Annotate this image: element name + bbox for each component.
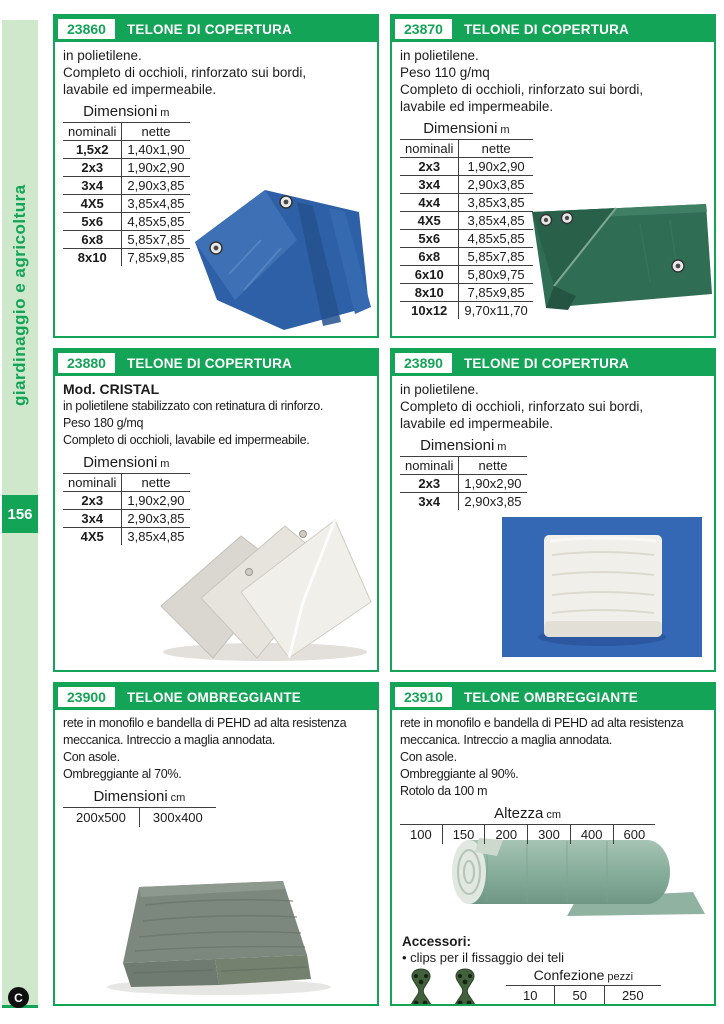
- table-row: 200x500 300x400: [63, 808, 216, 828]
- clip-icon: [450, 967, 480, 1006]
- accessories-title: Accessori:: [402, 934, 472, 949]
- package-caption: Confezione pezzi: [533, 967, 634, 983]
- table-row: 4x4 3,85x3,85: [400, 194, 533, 212]
- desc-line: in polietilene.: [400, 48, 479, 63]
- desc-line: Ombreggiante al 90%.: [400, 767, 519, 781]
- product-description: [392, 42, 714, 115]
- dimensions-block: [400, 120, 533, 319]
- product-panel-23890: [390, 348, 716, 672]
- accessories-item: • clips per il fissaggio dei teli: [402, 950, 565, 965]
- panel-header: [55, 350, 377, 376]
- desc-line: lavabile ed impermeabile.: [400, 416, 554, 431]
- size-options-table: [63, 807, 216, 827]
- product-code: 23860: [58, 19, 115, 39]
- table-row: 2x3 1,90x2,90: [63, 159, 190, 177]
- panel-header: [392, 16, 714, 42]
- panel-header: [55, 16, 377, 42]
- desc-line: rete in monofilo e bandella di PEHD ad alta resistenza: [63, 716, 347, 730]
- dimensions-caption: Dimensioni m: [423, 120, 510, 137]
- product-panel-23860: [53, 14, 379, 338]
- height-options-table: [400, 824, 655, 844]
- dimensions-caption: Dimensioni m: [83, 454, 170, 471]
- publisher-logo-icon: C: [8, 987, 29, 1008]
- desc-line: meccanica. Intreccio a maglia annodata.: [63, 733, 276, 747]
- desc-line: rete in monofilo e bandella di PEHD ad alta resistenza: [400, 716, 684, 730]
- category-sidebar: [2, 20, 38, 1008]
- product-title: TELONE DI COPERTURA: [126, 355, 292, 371]
- table-header-row: nominali nette: [63, 474, 190, 492]
- table-row: 1,5x2 1,40x1,90: [63, 141, 190, 159]
- product-code: 23910: [395, 687, 452, 707]
- accessories-row: [402, 967, 708, 1006]
- white-tarpaulin-photo: [502, 517, 702, 657]
- accessories-block: [402, 934, 708, 1006]
- clip-icons: [406, 967, 480, 1006]
- clip-icon: [406, 967, 436, 1006]
- panel-header: [55, 684, 377, 710]
- product-code: 23890: [395, 353, 452, 373]
- table-row: 2x3 1,90x2,90: [400, 475, 527, 493]
- panel-header: [392, 350, 714, 376]
- product-title: TELONE DI COPERTURA: [126, 21, 292, 37]
- table-header-row: nominali nette: [400, 457, 527, 475]
- package-options-block: [506, 967, 661, 1005]
- package-options-table: [506, 985, 661, 1005]
- panel-header: [392, 684, 714, 710]
- dimensions-table: [63, 122, 190, 266]
- table-row: 6x8 5,85x7,85: [400, 248, 533, 266]
- product-title: TELONE DI COPERTURA: [463, 355, 629, 371]
- desc-line: lavabile ed impermeabile.: [400, 99, 554, 114]
- desc-line: Completo di occhioli, rinforzato sui bordi,: [400, 399, 644, 414]
- product-code: 23870: [395, 19, 452, 39]
- table-row: 3x4 2,90x3,85: [400, 493, 527, 511]
- desc-line: Con asole.: [63, 750, 120, 764]
- product-description: [392, 710, 714, 800]
- product-panel-23910: [390, 682, 716, 1006]
- product-title: TELONE OMBREGGIANTE: [463, 689, 638, 705]
- dimensions-caption: Dimensioni cm: [93, 788, 186, 805]
- shade-net-photo: [87, 867, 352, 999]
- desc-line: Completo di occhioli, rinforzato sui bordi,: [63, 65, 307, 80]
- table-row: 2x3 1,90x2,90: [63, 492, 190, 510]
- dimensions-table: [400, 139, 533, 319]
- product-code: 23880: [58, 353, 115, 373]
- product-panel-23880: [53, 348, 379, 672]
- product-panel-23900: [53, 682, 379, 1006]
- product-code: 23900: [58, 687, 115, 707]
- table-row: 10 50 250: [506, 986, 661, 1006]
- table-row: 6x8 5,85x7,85: [63, 231, 190, 249]
- product-description: [392, 376, 714, 432]
- table-row: 3x4 2,90x3,85: [400, 176, 533, 194]
- table-row: 5x6 4,85x5,85: [63, 213, 190, 231]
- desc-line: Completo di occhioli, lavabile ed impermeabile.: [63, 433, 310, 447]
- product-description: [55, 710, 377, 783]
- dimensions-block: [63, 454, 190, 545]
- product-description: [55, 42, 377, 98]
- table-row: 3x4 2,90x3,85: [63, 510, 190, 528]
- table-row: 8x10 7,85x9,85: [400, 284, 533, 302]
- product-panel-23870: [390, 14, 716, 338]
- desc-line: Con asole.: [400, 750, 457, 764]
- table-row: 5x6 4,85x5,85: [400, 230, 533, 248]
- dimensions-block: [63, 788, 216, 827]
- catalog-grid: [53, 14, 716, 1006]
- product-description: [55, 376, 377, 449]
- table-row: 4X5 3,85x4,85: [63, 528, 190, 546]
- table-header-row: nominali nette: [400, 140, 533, 158]
- table-row: 4X5 3,85x4,85: [400, 212, 533, 230]
- table-header-row: nominali nette: [63, 123, 190, 141]
- desc-line: Rotolo da 100 m: [400, 784, 488, 798]
- product-title: TELONE DI COPERTURA: [463, 21, 629, 37]
- dimensions-block: [400, 437, 527, 510]
- desc-line: Peso 110 g/mq: [400, 65, 490, 80]
- dimensions-table: [63, 473, 190, 545]
- table-row: 6x10 5,80x9,75: [400, 266, 533, 284]
- desc-line: in polietilene.: [400, 382, 479, 397]
- model-name: Mod. CRISTAL: [63, 381, 160, 397]
- dimensions-caption: Dimensioni m: [83, 103, 170, 120]
- table-row: 100 150 200 300 400 600: [400, 825, 655, 845]
- height-options-block: [400, 805, 655, 844]
- table-row: 4X5 3,85x4,85: [63, 195, 190, 213]
- dimensions-block: [63, 103, 190, 266]
- height-caption: Altezza cm: [494, 805, 562, 822]
- desc-line: in polietilene stabilizzato con retinatura di rinforzo.: [63, 399, 324, 413]
- desc-line: Ombreggiante al 70%.: [63, 767, 182, 781]
- product-title: TELONE OMBREGGIANTE: [126, 689, 301, 705]
- dimensions-caption: Dimensioni m: [420, 437, 507, 454]
- table-row: 3x4 2,90x3,85: [63, 177, 190, 195]
- table-row: 2x3 1,90x2,90: [400, 158, 533, 176]
- dimensions-table: [400, 456, 527, 510]
- desc-line: meccanica. Intreccio a maglia annodata.: [400, 733, 613, 747]
- desc-line: Completo di occhioli, rinforzato sui bordi,: [400, 82, 644, 97]
- desc-line: Peso 180 g/mq: [63, 416, 144, 430]
- table-row: 10x12 9,70x11,70: [400, 302, 533, 320]
- green-tarpaulin-photo: [520, 194, 714, 322]
- shade-net-roll-photo: [427, 830, 712, 930]
- table-row: 8x10 7,85x9,85: [63, 249, 190, 267]
- blue-tarpaulin-photo: [189, 182, 375, 332]
- desc-line: in polietilene.: [63, 48, 142, 63]
- page-number-badge: 156: [2, 495, 38, 533]
- category-label: giardinaggio e agricoltura: [10, 184, 29, 406]
- desc-line: lavabile ed impermeabile.: [63, 82, 217, 97]
